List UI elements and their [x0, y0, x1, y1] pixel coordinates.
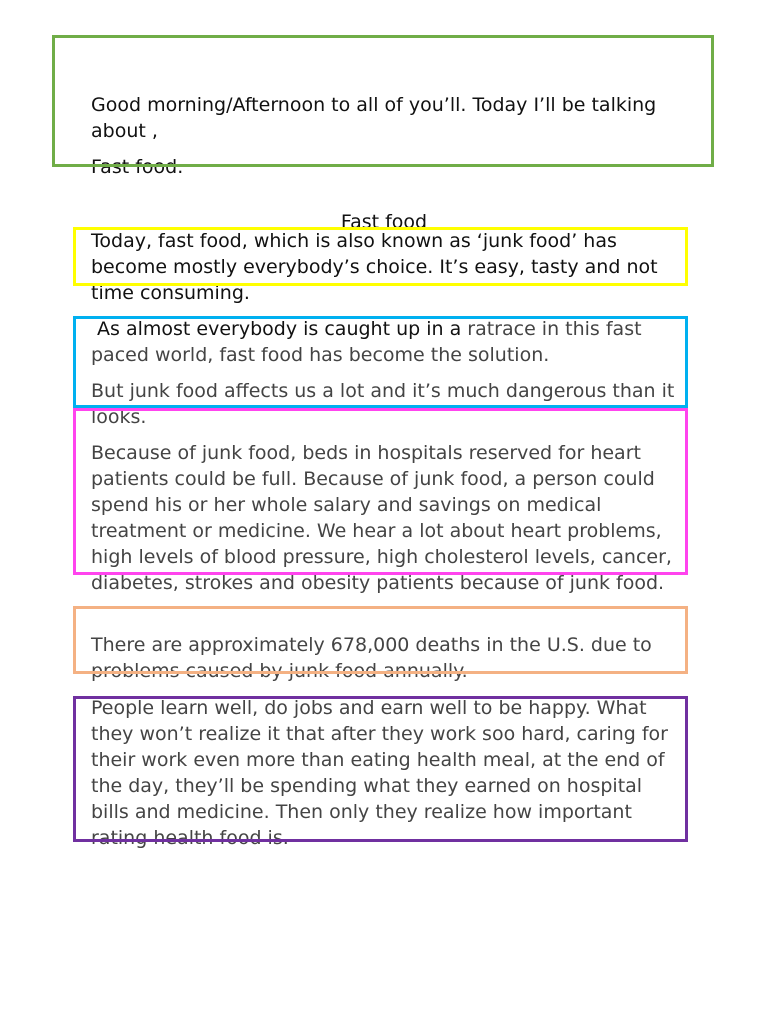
- topic-line: Fast food.: [91, 156, 184, 178]
- paragraph-ratrace-part2: ratrace in this fast paced world, fast food has become the solution.: [91, 318, 648, 366]
- paragraph-effects: Because of junk food, beds in hospitals reserved for heart patients could be full. Because of junk food, a person could spend his or her whole salary and savings on medical treatment or medicine. We hear a lot about heart problems, high levels of blood pressure, high cholesterol levels, cancer, diabetes, strokes and obesity patients because of junk food.: [91, 442, 672, 594]
- paragraph-intro: Today, fast food, which is also known as ‘junk food’ has become mostly everybody’s choice. It’s easy, tasty and not time consuming.: [91, 230, 658, 304]
- paragraph-conclusion: People learn well, do jobs and earn well to be happy. What they won’t realize it that after they work soo hard, caring for their work even more than eating health meal, at the end of the day, they’ll be spending what they earned on hospital bills and medicine. Then only they realize how important rating health food is.: [91, 697, 668, 849]
- page-title: Fast food: [340, 211, 428, 233]
- greeting-text: Good morning/Afternoon to all of you’ll. Today I’ll be talking about ,: [91, 94, 657, 142]
- paragraph-ratrace: [91, 316, 681, 368]
- paragraph-ratrace-part1: As almost everybody is caught up in a: [91, 318, 468, 340]
- paragraph-danger: But junk food affects us a lot and it’s much dangerous than it looks.: [91, 380, 675, 428]
- paragraph-deaths: There are approximately 678,000 deaths in the U.S. due to problems caused by junk food annually.: [91, 634, 652, 682]
